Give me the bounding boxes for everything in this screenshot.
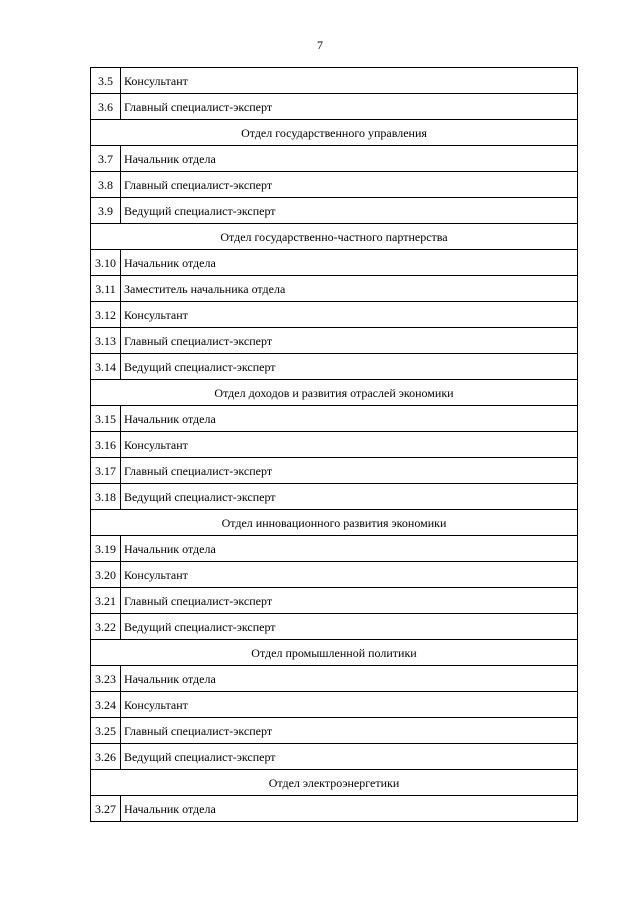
position-title: Ведущий специалист-эксперт [121,198,578,224]
department-title: Отдел государственно-частного партнерства [91,224,578,250]
table-row [91,536,578,562]
table-row [91,562,578,588]
table-row [91,796,578,822]
position-number: 3.26 [91,744,121,770]
position-number: 3.27 [91,796,121,822]
position-title: Консультант [121,692,578,718]
position-title: Начальник отдела [121,666,578,692]
position-number: 3.18 [91,484,121,510]
department-header-row [91,380,578,406]
position-title: Начальник отдела [121,250,578,276]
page-number: 7 [317,38,323,52]
position-number: 3.10 [91,250,121,276]
department-header-row [91,224,578,250]
position-title: Главный специалист-эксперт [121,94,578,120]
position-title: Консультант [121,68,578,94]
table-row [91,276,578,302]
position-number: 3.16 [91,432,121,458]
position-title: Заместитель начальника отдела [121,276,578,302]
position-number: 3.24 [91,692,121,718]
position-number: 3.25 [91,718,121,744]
position-number: 3.12 [91,302,121,328]
position-number: 3.19 [91,536,121,562]
department-title: Отдел промышленной политики [91,640,578,666]
position-number: 3.22 [91,614,121,640]
table-row [91,302,578,328]
table-row [91,692,578,718]
position-title: Начальник отдела [121,406,578,432]
position-title: Консультант [121,562,578,588]
position-number: 3.13 [91,328,121,354]
position-title: Главный специалист-эксперт [121,718,578,744]
position-title: Ведущий специалист-эксперт [121,484,578,510]
position-title: Главный специалист-эксперт [121,328,578,354]
table-row [91,588,578,614]
position-number: 3.6 [91,94,121,120]
department-header-row [91,640,578,666]
department-title: Отдел инновационного развития экономики [91,510,578,536]
department-header-row [91,770,578,796]
table-row [91,354,578,380]
table-row [91,172,578,198]
table-row [91,94,578,120]
department-header-row [91,510,578,536]
position-title: Консультант [121,302,578,328]
position-number: 3.20 [91,562,121,588]
table-body [91,68,578,822]
position-title: Консультант [121,432,578,458]
position-title: Главный специалист-эксперт [121,458,578,484]
position-title: Начальник отдела [121,536,578,562]
position-title: Ведущий специалист-эксперт [121,614,578,640]
position-number: 3.23 [91,666,121,692]
position-number: 3.17 [91,458,121,484]
table-row [91,484,578,510]
staff-positions-table [90,67,578,822]
position-title: Начальник отдела [121,796,578,822]
position-number: 3.5 [91,68,121,94]
position-title: Ведущий специалист-эксперт [121,744,578,770]
table-row [91,458,578,484]
table-row [91,146,578,172]
position-number: 3.14 [91,354,121,380]
position-number: 3.8 [91,172,121,198]
position-title: Ведущий специалист-эксперт [121,354,578,380]
position-number: 3.11 [91,276,121,302]
position-number: 3.15 [91,406,121,432]
position-title: Главный специалист-эксперт [121,172,578,198]
position-title: Начальник отдела [121,146,578,172]
table-row [91,198,578,224]
position-title: Главный специалист-эксперт [121,588,578,614]
table-row [91,328,578,354]
position-number: 3.21 [91,588,121,614]
table-row [91,666,578,692]
table-row [91,744,578,770]
department-title: Отдел доходов и развития отраслей экономики [91,380,578,406]
department-title: Отдел государственного управления [91,120,578,146]
table-row [91,432,578,458]
position-number: 3.7 [91,146,121,172]
position-number: 3.9 [91,198,121,224]
table-row [91,406,578,432]
table-row [91,718,578,744]
department-title: Отдел электроэнергетики [91,770,578,796]
table-row [91,68,578,94]
table-row [91,614,578,640]
department-header-row [91,120,578,146]
table-row [91,250,578,276]
